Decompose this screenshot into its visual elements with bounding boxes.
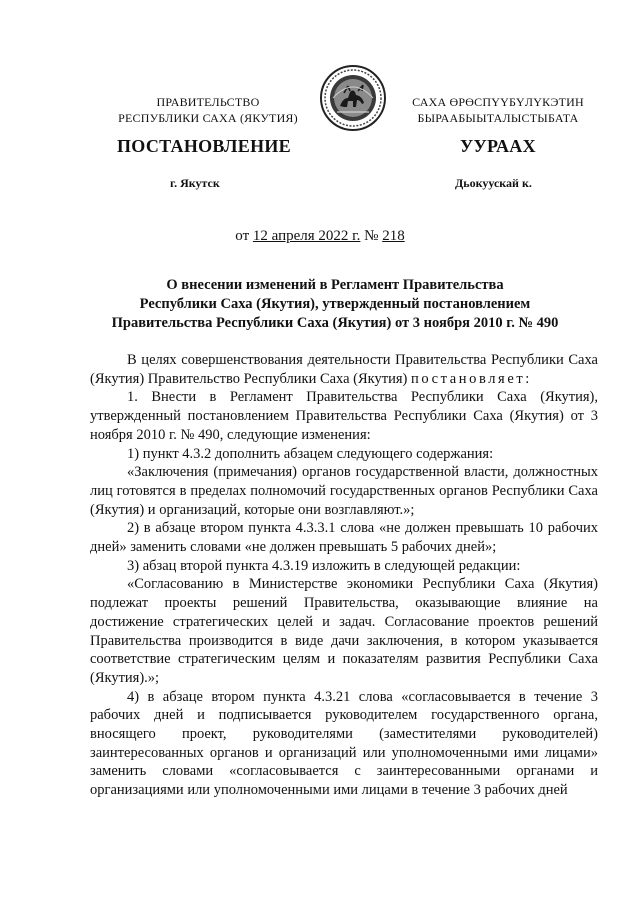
document-date-number [0,228,640,245]
document-date: 12 апреля 2022 г. [252,228,361,244]
date-prefix: от [235,228,250,244]
issuer-line-2: БЫРААБЫЫТАЛЫСТЫБАТА [417,111,579,125]
issuer-line-2: РЕСПУБЛИКИ САХА (ЯКУТИЯ) [118,111,298,125]
issuer-line-1: САХА ӨРӨСПҮҮБҮЛҮКЭТИН [412,95,584,109]
document-title [90,276,580,333]
paragraph-subitem-2: 2) в абзаце втором пункта 4.3.3.1 слова «не должен превышать 10 рабочих дней» заменить словами «не должен превышать 5 рабочих дней»; [90,520,598,556]
document-type-russian: ПОСТАНОВЛЕНИЕ [117,136,291,156]
paragraph-quote-2: «Согласованию в Министерстве экономики Республики Саха (Якутия) подлежат проекты решений Правительства, оказывающие влияние на достижение стратегических целей и задач. Согласование проектов решений Правительства производится в виде дачи заключения, в котором указывается соответствие стратегическим целям и показателям развития Республики Саха (Якутия).»; [90,576,598,686]
preamble-text: В целях совершенствования деятельности Правительства Республики Саха (Якутия) Правительство Республики Саха (Якутия) [90,352,598,387]
title-line: Правительства Республики Саха (Якутия) от 3 ноября 2010 г. № 490 [111,315,559,331]
issuer-line-1: ПРАВИТЕЛЬСТВО [156,95,260,109]
city-russian: г. Якутск [170,176,220,190]
document-body [90,351,598,800]
paragraph-subitem-3: 3) абзац второй пункта 4.3.19 изложить в следующей редакции: [127,557,521,574]
issuer-header-yakut [378,94,618,126]
issuer-header-russian [88,94,328,126]
number-sign: № [364,228,379,244]
resolves-word: постановляет: [411,370,532,387]
document-number: 218 [382,228,405,244]
city-yakut: Дьокуускай к. [455,176,532,190]
paragraph-item-1: 1. Внести в Регламент Правительства Республики Саха (Якутия), утвержденный постановлением Правительства Республики Саха (Якутия) от 3 ноября 2010 г. № 490, следующие изменения: [90,389,598,443]
paragraph-subitem-4: 4) в абзаце втором пункта 4.3.21 слова «согласовывается в течение 3 рабочих дней и подписывается руководителем государственного органа, вносящего проект, руководителями (заместителями руководителей) заинтересованных органов и организаций или уполномоченными ими лицами» заменить словами «согласовывается с заинтересованными органами и организациями или уполномоченными ими лицами в течение 3 рабочих дней [90,688,598,799]
paragraph-quote-1: «Заключения (примечания) органов государственной власти, должностных лиц готовятся в пределах полномочий государственных органов Республики Саха (Якутия) и организаций, которые они возглавляют.»; [90,464,598,518]
document-type-yakut: УУРААХ [460,136,536,156]
paragraph-preamble [90,351,598,388]
title-line: О внесении изменений в Регламент Правительства [166,277,504,293]
coat-of-arms-emblem [319,64,387,132]
title-line: Республики Саха (Якутия), утвержденный постановлением [139,296,531,312]
paragraph-subitem-1: 1) пункт 4.3.2 дополнить абзацем следующего содержания: [127,445,494,462]
